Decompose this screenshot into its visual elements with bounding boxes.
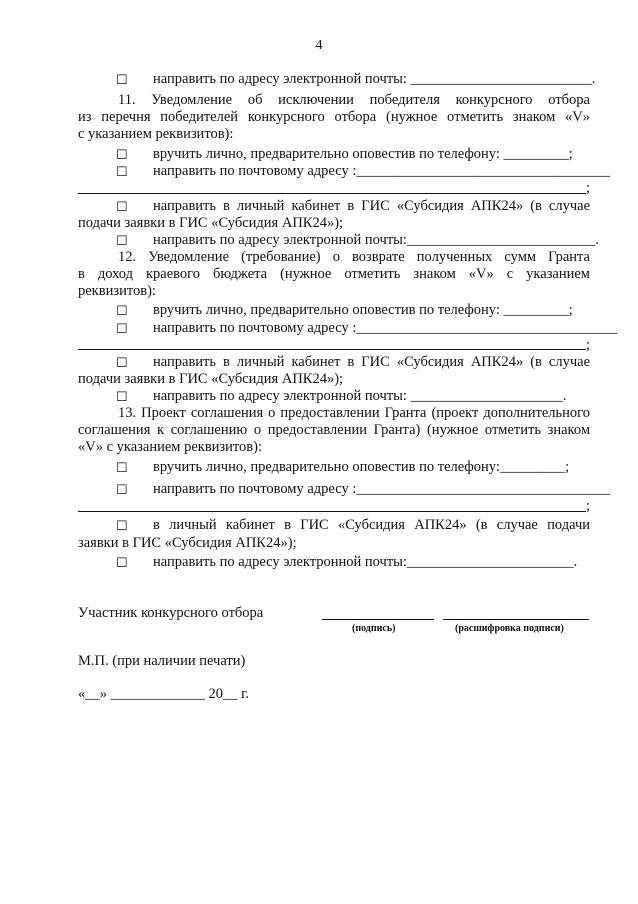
- option-email-1: направить по адресу электронной почты: _________________________.: [153, 71, 596, 87]
- signature-caption: (подпись): [352, 623, 396, 634]
- section-12-heading: 12. Уведомление (требование) о возврате полученных сумм Гранта: [118, 249, 590, 265]
- postal-address-end-12: ;: [586, 337, 591, 353]
- signature-label: Участник конкурсного отбора: [78, 605, 264, 621]
- section-13-heading: 13. Проект соглашения о предоставлении Гранта (проект дополнительного: [118, 405, 590, 421]
- section-13-text-2: «V» с указанием реквизитов):: [78, 439, 263, 455]
- option-email-13: направить по адресу электронной почты:_______________________.: [153, 554, 578, 570]
- option-in-person-13: вручить лично, предварительно оповестив по телефону:_________;: [153, 459, 570, 475]
- signature-decoding-line[interactable]: [443, 619, 589, 620]
- option-email-12: направить по адресу электронной почты: _____________________.: [153, 388, 567, 404]
- checkbox-postal-12[interactable]: ☐: [116, 321, 128, 336]
- option-cabinet-12-cont: подачи заявки в ГИС «Субсидия АПК24»);: [78, 371, 344, 387]
- postal-address-line-13[interactable]: [78, 511, 586, 512]
- postal-address-line-12[interactable]: [78, 349, 586, 350]
- postal-address-line-11[interactable]: [78, 193, 586, 194]
- section-11-text-1: из перечня победителей конкурсного отбора (нужное отметить знаком «V»: [78, 109, 590, 125]
- option-in-person-12: вручить лично, предварительно оповестив по телефону: _________;: [153, 302, 573, 318]
- checkbox-in-person-12[interactable]: ☐: [116, 303, 128, 318]
- checkbox-postal-11[interactable]: ☐: [116, 164, 128, 179]
- checkbox-email-12[interactable]: ☐: [116, 389, 128, 404]
- postal-address-end-11: ;: [586, 180, 591, 196]
- page-number: 4: [315, 38, 323, 53]
- option-postal-13: направить по почтовому адресу :___________________________________: [153, 481, 611, 497]
- option-cabinet-13: в личный кабинет в ГИС «Субсидия АПК24» (в случае подачи: [153, 517, 590, 533]
- option-cabinet-11-cont: подачи заявки в ГИС «Субсидия АПК24»);: [78, 215, 344, 231]
- section-12-text-2: реквизитов):: [78, 283, 156, 299]
- checkbox-cabinet-13[interactable]: ☐: [116, 518, 128, 533]
- option-email-11: направить по адресу электронной почты:__________________________.: [153, 232, 600, 248]
- stamp-note: М.П. (при наличии печати): [78, 653, 246, 669]
- signature-decoding-caption: (расшифровка подписи): [455, 623, 564, 634]
- option-postal-11: направить по почтовому адресу :___________________________________: [153, 163, 611, 179]
- checkbox-cabinet-11[interactable]: ☐: [116, 199, 128, 214]
- section-13-text-1: соглашения к соглашению о предоставлении Гранта) (нужное отметить знаком: [78, 422, 590, 438]
- checkbox-in-person-11[interactable]: ☐: [116, 147, 128, 162]
- checkbox-email-1[interactable]: ☐: [116, 72, 128, 87]
- option-postal-12: направить по почтовому адресу :____________________________________: [153, 320, 618, 336]
- signature-line[interactable]: [322, 619, 434, 620]
- postal-address-end-13: ;: [586, 498, 591, 514]
- option-cabinet-12: направить в личный кабинет в ГИС «Субсидия АПК24» (в случае: [153, 354, 590, 370]
- option-cabinet-11: направить в личный кабинет в ГИС «Субсидия АПК24» (в случае: [153, 198, 590, 214]
- date-line[interactable]: «__» _____________ 20__ г.: [78, 686, 250, 702]
- section-11-text-2: с указанием реквизитов):: [78, 126, 234, 142]
- checkbox-email-11[interactable]: ☐: [116, 233, 128, 248]
- section-11-heading: 11. Уведомление об исключении победителя конкурсного отбора: [118, 92, 590, 108]
- checkbox-postal-13[interactable]: ☐: [116, 482, 128, 497]
- option-in-person-11: вручить лично, предварительно оповестив по телефону: _________;: [153, 146, 573, 162]
- checkbox-cabinet-12[interactable]: ☐: [116, 355, 128, 370]
- checkbox-in-person-13[interactable]: ☐: [116, 460, 128, 475]
- checkbox-email-13[interactable]: ☐: [116, 555, 128, 570]
- option-cabinet-13-cont: заявки в ГИС «Субсидия АПК24»);: [78, 535, 297, 551]
- section-12-text-1: в доход краевого бюджета (нужное отметить знаком «V» с указанием: [78, 266, 590, 282]
